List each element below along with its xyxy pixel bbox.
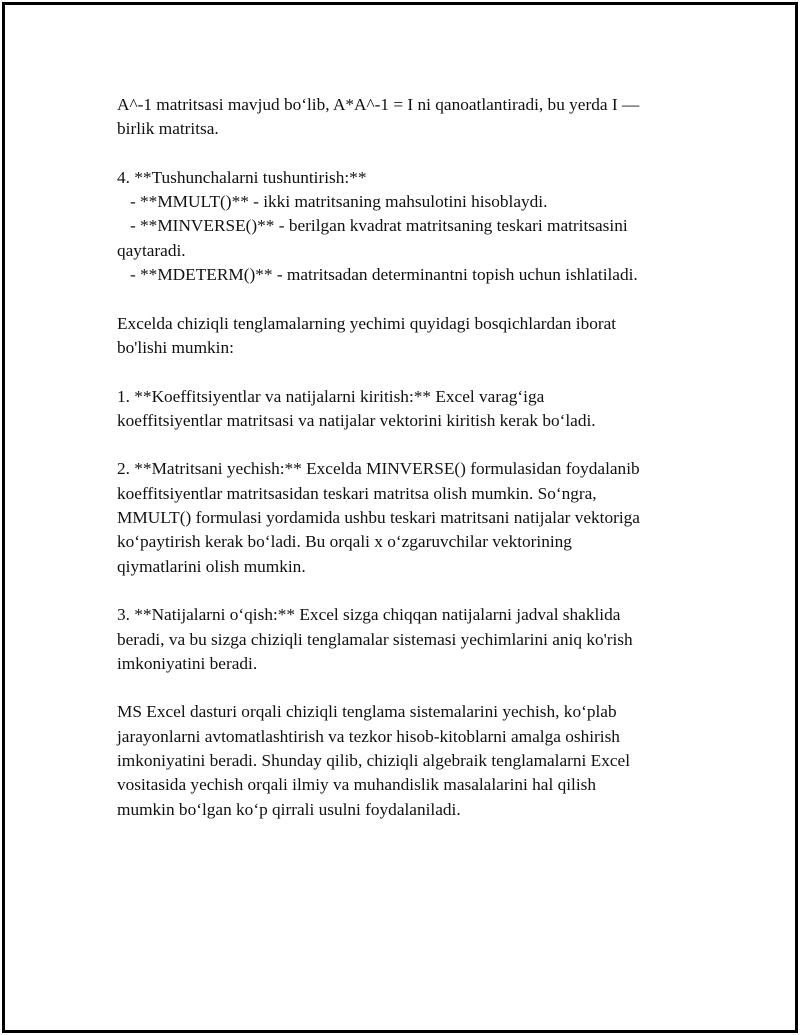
- text-line: koeffitsiyentlar matritsasidan teskari matritsa olish mumkin. So‘ngra,: [117, 483, 597, 503]
- paragraph-spacer: [117, 287, 687, 311]
- paragraph-spacer: [117, 676, 687, 700]
- text-line: imkoniyatini beradi. Shunday qilib, chiziqli algebraik tenglamalarni Excel: [117, 751, 631, 771]
- document-body: [117, 93, 687, 822]
- text-line: MMULT() formulasi yordamida ushbu teskari matritsani natijalar vektoriga: [117, 508, 640, 528]
- text-line: 1. **Koeffitsiyentlar va natijalarni kiritish:** Excel varag‘iga: [117, 386, 545, 406]
- paragraph-spacer: [117, 142, 687, 166]
- text-line: koeffitsiyentlar matritsasi va natijalar vektorini kiritish kerak bo‘ladi.: [117, 410, 596, 430]
- text-line: - **MMULT()** - ikki matritsaning mahsulotini hisoblaydi.: [117, 192, 548, 212]
- paragraph-intro: [117, 312, 687, 361]
- text-line: beradi, va bu sizga chiziqli tenglamalar sistemasi yechimlarini aniq ko'rish: [117, 629, 633, 649]
- paragraph-spacer: [117, 433, 687, 457]
- text-line: qiymatlarini olish mumkin.: [117, 556, 306, 576]
- text-line: 3. **Natijalarni o‘qish:** Excel sizga chiqqan natijalarni jadval shaklida: [117, 605, 621, 625]
- text-line: Excelda chiziqli tenglamalarning yechimi quyidagi bosqichlardan iborat: [117, 313, 617, 333]
- text-line: qaytaradi.: [117, 240, 186, 260]
- text-line: vositasida yechish orqali ilmiy va muhandislik masalalarini hal qilish: [117, 775, 596, 795]
- paragraph-step-3: [117, 603, 687, 676]
- text-line: mumkin bo‘lgan ko‘p qirrali usulni foydalaniladi.: [117, 799, 461, 819]
- paragraph-step-1: [117, 385, 687, 434]
- paragraph-conclusion: [117, 700, 687, 821]
- text-line: - **MINVERSE()** - berilgan kvadrat matritsaning teskari matritsasini: [117, 216, 628, 236]
- text-line: birlik matritsa.: [117, 119, 219, 139]
- text-line: A^-1 matritsasi mavjud bo‘lib, A*A^-1 = I ni qanoatlantiradi, bu yerda I —: [117, 95, 640, 114]
- text-line: bo'lishi mumkin:: [117, 337, 234, 357]
- paragraph-concepts: [117, 166, 687, 287]
- text-line: imkoniyatini beradi.: [117, 653, 258, 673]
- paragraph-spacer: [117, 360, 687, 384]
- text-line: MS Excel dasturi orqali chiziqli tenglama sistemalarini yechish, ko‘plab: [117, 702, 617, 722]
- paragraph-inverse-matrix: [117, 93, 687, 142]
- text-line: - **MDETERM()** - matritsadan determinantni topish uchun ishlatiladi.: [117, 265, 638, 285]
- text-line: ko‘paytirish kerak bo‘ladi. Bu orqali x o‘zgaruvchilar vektorining: [117, 532, 572, 552]
- text-line: 2. **Matritsani yechish:** Excelda MINVERSE() formulasidan foydalanib: [117, 459, 640, 479]
- paragraph-spacer: [117, 579, 687, 603]
- text-line: 4. **Tushunchalarni tushuntirish:**: [117, 167, 367, 187]
- paragraph-step-2: [117, 457, 687, 578]
- text-line: jarayonlarni avtomatlashtirish va tezkor hisob-kitoblarni amalga oshirish: [117, 726, 620, 746]
